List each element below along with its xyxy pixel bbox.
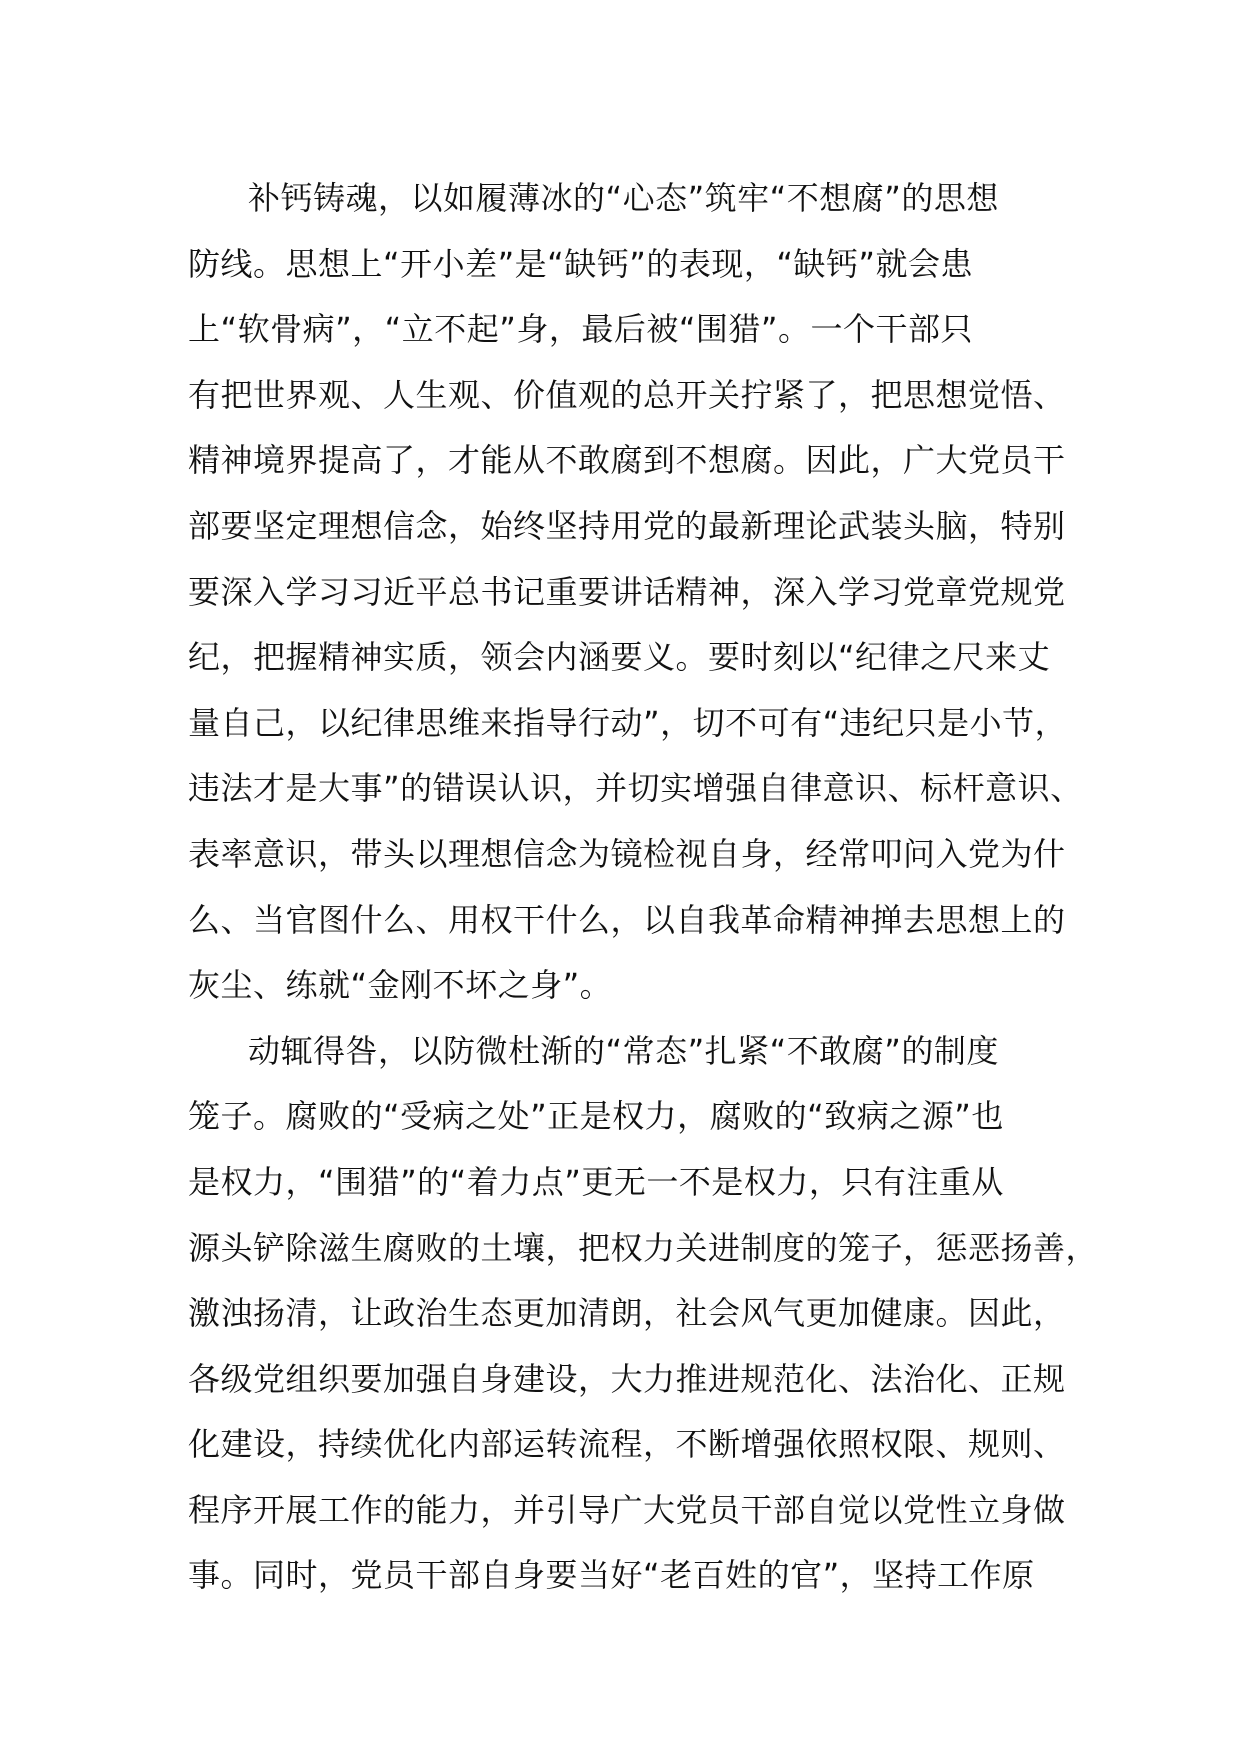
text-line: 激浊扬清，让政治生态更加清朗，社会风气更加健康。因此，	[188, 1294, 1066, 1333]
text-line: 么、当官图什么、用权干什么，以自我革命精神掸去思想上的	[188, 900, 1066, 939]
text-line: 源头铲除滋生腐败的土壤，把权力关进制度的笼子，惩恶扬善，	[188, 1228, 1099, 1267]
text-line: 补钙铸魂，以如履薄冰的“心态”筑牢“不想腐”的思想	[248, 179, 999, 217]
paragraph-1	[188, 166, 1088, 1019]
text-line: 是权力，“围猎”的“着力点”更无一不是权力，只有注重从	[188, 1162, 1004, 1201]
text-line: 化建设，持续优化内部运转流程，不断增强依照权限、规则、	[188, 1425, 1066, 1464]
text-line: 动辄得咎，以防微杜渐的“常态”扎紧“不敢腐”的制度	[248, 1031, 999, 1070]
text-line: 精神境界提高了，才能从不敢腐到不想腐。因此，广大党员干	[188, 441, 1066, 480]
text-line: 程序开展工作的能力，并引导广大党员干部自觉以党性立身做	[188, 1490, 1066, 1529]
text-line: 部要坚定理想信念，始终坚持用党的最新理论武装头脑，特别	[188, 506, 1066, 545]
text-line: 上“软骨病”，“立不起”身，最后被“围猎”。一个干部只	[188, 310, 973, 349]
text-line: 有把世界观、人生观、价值观的总开关拧紧了，把思想觉悟、	[188, 375, 1066, 414]
text-line: 表率意识，带头以理想信念为镜检视自身，经常叩问入党为什	[188, 834, 1066, 873]
text-line: 笼子。腐败的“受病之处”正是权力，腐败的“致病之源”也	[188, 1097, 1004, 1136]
text-line: 违法才是大事”的错误认识，并切实增强自律意识、标杆意识、	[188, 769, 1083, 808]
paragraph-2	[188, 1019, 1099, 1609]
text-line: 纪，把握精神实质，领会内涵要义。要时刻以“纪律之尺来丈	[188, 638, 1051, 677]
text-line: 各级党组织要加强自身建设，大力推进规范化、法治化、正规	[188, 1359, 1066, 1398]
text-line: 要深入学习习近平总书记重要讲话精神，深入学习党章党规党	[188, 572, 1066, 611]
text-line: 防线。思想上“开小差”是“缺钙”的表现，“缺钙”就会患	[188, 244, 973, 283]
document-body	[188, 166, 1099, 1609]
text-line: 量自己，以纪律思维来指导行动”，切不可有“违纪只是小节，	[188, 703, 1068, 742]
text-line: 灰尘、练就“金刚不坏之身”。	[188, 966, 613, 1005]
text-line: 事。同时，党员干部自身要当好“老百姓的官”，坚持工作原	[188, 1556, 1035, 1595]
